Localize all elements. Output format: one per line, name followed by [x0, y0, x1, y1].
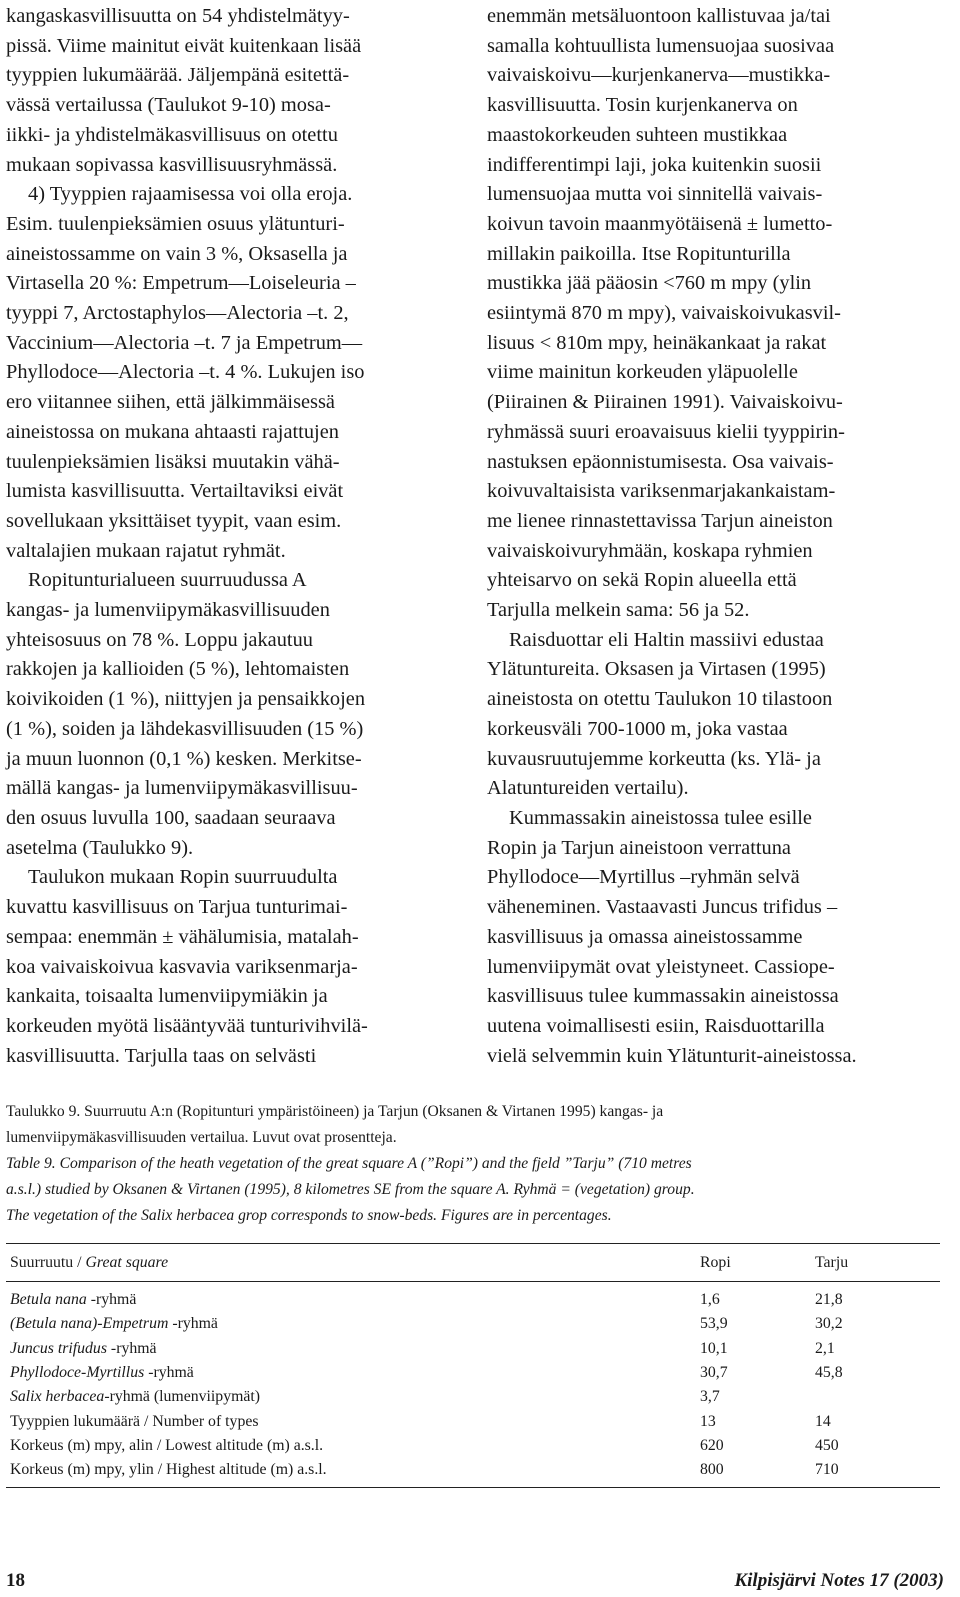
- text-line: aineistosta on otettu Taulukon 10 tilastoon: [487, 688, 833, 711]
- row-label: (Betula nana)-Empetrum -ryhmä: [10, 1315, 218, 1333]
- cell-ropi: 30,7: [700, 1364, 728, 1382]
- page-number: 18: [6, 1570, 25, 1591]
- text-line: (Piirainen & Piirainen 1991). Vaivaiskoivu-: [487, 391, 843, 414]
- text-line: 4) Tyyppien rajaamisessa voi olla eroja.: [28, 183, 353, 206]
- text-line: Vaccinium—Alectoria –t. 7 ja Empetrum—: [6, 331, 363, 354]
- text-line: asetelma (Taulukko 9).: [6, 836, 194, 859]
- cell-tarju: 14: [815, 1412, 831, 1430]
- right-text-column: [487, 2, 925, 1071]
- left-text-column: [6, 2, 444, 1071]
- text-line: aineistossamme on vain 3 %, Oksasella ja: [6, 242, 348, 265]
- header-ropi: Ropi: [700, 1244, 815, 1282]
- text-line: pissä. Viime mainitut eivät kuitenkaan lisää: [6, 34, 362, 57]
- text-line: kuvausruutujemme korkeutta (ks. Ylä- ja: [487, 747, 821, 770]
- text-line: mällä kangas- ja lumenviipymäkasvillisuu-: [6, 777, 358, 800]
- text-line: Phyllodoce—Alectoria –t. 4 %. Lukujen iso: [6, 361, 365, 384]
- cell-ropi: 1,6: [700, 1291, 720, 1309]
- text-line: vässä vertailussa (Taulukot 9-10) mosa-: [6, 94, 331, 117]
- paragraph: [6, 566, 444, 863]
- text-line: Virtasella 20 %: Empetrum—Loiseleuria –: [6, 272, 356, 295]
- text-line: esiintymä 870 m mpy), vaivaiskoivukasvil-: [487, 302, 841, 325]
- header-label: [6, 1244, 700, 1282]
- text-line: kankaita, toisaalta lumenviipymiäkin ja: [6, 985, 328, 1008]
- paragraph: [6, 180, 444, 566]
- text-line: kangas- ja lumenviipymäkasvillisuuden: [6, 599, 330, 622]
- table-row: [6, 1282, 940, 1313]
- table-row: [6, 1458, 940, 1488]
- text-line: koivuvaltaisista variksenmarjakankaistam-: [487, 480, 836, 503]
- text-line: tyyppi 7, Arctostaphylos—Alectoria –t. 2,: [6, 302, 349, 325]
- text-line: Ropin ja Tarjun aineistoon verrattuna: [487, 836, 791, 859]
- text-line: indifferentimpi laji, joka kuitenkin suosii: [487, 153, 822, 176]
- cell-ropi: 53,9: [700, 1315, 728, 1333]
- text-line: väheneminen. Vastaavasti Juncus trifidus –: [487, 896, 838, 919]
- cell-tarju: 2,1: [815, 1339, 835, 1357]
- text-line: mukaan sopivassa kasvillisuusryhmässä.: [6, 153, 338, 176]
- table-row: [6, 1361, 940, 1385]
- cell-ropi: 10,1: [700, 1339, 728, 1357]
- text-line: viime mainitun korkeuden yläpuolelle: [487, 361, 798, 384]
- text-line: kasvillisuutta. Tosin kurjenkanerva on: [487, 94, 798, 117]
- text-line: koivun tavoin maanmyötäisenä ± lumetto-: [487, 212, 833, 235]
- text-line: (1 %), soiden ja lähdekasvillisuuden (15 %): [6, 717, 364, 740]
- text-line: vaivaiskoivu—kurjenkanerva—mustikka-: [487, 64, 831, 87]
- header-label-fi: Suurruutu /: [10, 1253, 82, 1271]
- journal-name: Kilpisjärvi Notes 17 (2003): [734, 1570, 944, 1591]
- text-line: kangaskasvillisuutta on 54 yhdistelmätyy-: [6, 5, 350, 27]
- text-line: samalla kohtuullista lumensuojaa suosivaa: [487, 34, 835, 57]
- text-line: sempaa: enemmän ± vähälumisia, matalah-: [6, 925, 359, 948]
- text-line: nastuksen epäonnistumisesta. Osa vaivais-: [487, 450, 834, 473]
- text-line: me lienee rinnastettavissa Tarjun aineiston: [487, 509, 833, 532]
- header-label-en: Great square: [85, 1253, 169, 1271]
- cell-tarju: [815, 1385, 940, 1409]
- table-row: [6, 1434, 940, 1458]
- table-header-row: [6, 1244, 940, 1282]
- row-label: Salix herbacea-ryhmä (lumenviipymät): [10, 1388, 261, 1406]
- text-line: yhteisosuus on 78 %. Loppu jakautuu: [6, 628, 313, 651]
- cell-ropi: 800: [700, 1458, 815, 1488]
- text-line: den osuus luvulla 100, saadaan seuraava: [6, 806, 336, 829]
- text-line: kuvattu kasvillisuus on Tarjua tunturimai-: [6, 896, 348, 919]
- cell-ropi: 3,7: [700, 1388, 720, 1406]
- text-line: valtalajien mukaan rajatut ryhmät.: [6, 539, 286, 562]
- cell-ropi: 13: [700, 1412, 716, 1430]
- text-line: yhteisarvo on sekä Ropin alueella että: [487, 569, 797, 592]
- text-line: Ylätuntureita. Oksasen ja Virtasen (1995): [487, 658, 826, 681]
- text-line: korkeuden myötä lisääntyvää tunturivihvilä-: [6, 1014, 368, 1037]
- text-line: korkeusväli 700-1000 m, joka vastaa: [487, 717, 788, 740]
- text-line: Ropitunturialueen suurruudussa A: [28, 569, 307, 592]
- row-label: Phyllodoce-Myrtillus -ryhmä: [10, 1364, 194, 1382]
- text-line: kasvillisuus ja omassa aineistossamme: [487, 925, 803, 948]
- text-line: ja muun luonnon (0,1 %) kesken. Merkitse-: [6, 747, 362, 770]
- table-row: [6, 1312, 940, 1336]
- cell-tarju: 450: [815, 1436, 839, 1454]
- text-line: lumista kasvillisuutta. Vertailtaviksi eivät: [6, 480, 344, 503]
- text-line: uutena voimallisesti esiin, Raisduottarilla: [487, 1014, 825, 1037]
- table-row: [6, 1409, 940, 1433]
- text-line: mustikka jää pääosin <760 m mpy (ylin: [487, 272, 812, 295]
- vegetation-comparison-table: [6, 1243, 940, 1488]
- paragraph: [487, 2, 925, 626]
- text-line: Tarjulla melkein sama: 56 ja 52.: [487, 599, 750, 622]
- table-row: [6, 1385, 940, 1409]
- text-line: maastokorkeuden suhteen mustikkaa: [487, 123, 788, 146]
- row-label: Korkeus (m) mpy, alin / Lowest altitude (m) a.s.l.: [10, 1436, 324, 1454]
- paragraph: [6, 863, 444, 1071]
- text-line: lisuus < 810m mpy, heinäkankaat ja rakat: [487, 331, 827, 354]
- row-label: Juncus trifudus -ryhmä: [10, 1339, 157, 1357]
- caption-finnish-line: lumenviipymäkasvillisuuden vertailua. Luvut ovat prosentteja.: [6, 1129, 397, 1146]
- text-line: tyyppien lukumäärää. Jäljempänä esitettä-: [6, 64, 350, 87]
- text-line: Kummassakin aineistossa tulee esille: [509, 806, 812, 829]
- table-row: [6, 1337, 940, 1361]
- text-line: vaivaiskoivuryhmään, koskapa ryhmien: [487, 539, 813, 562]
- paragraph: [6, 2, 444, 180]
- caption-english-line: Table 9. Comparison of the heath vegetation of the great square A (”Ropi”) and the fjeld ”Tarju” (710 metres: [6, 1155, 692, 1172]
- cell-tarju: 45,8: [815, 1364, 843, 1382]
- caption-finnish-line: Taulukko 9. Suurruutu A:n (Ropitunturi ympäristöineen) ja Tarjun (Oksanen & Virtanen 1995) kangas- ja: [6, 1103, 664, 1120]
- text-line: koivikoiden (1 %), niittyjen ja pensaikkojen: [6, 688, 366, 711]
- row-label: Tyyppien lukumäärä / Number of types: [10, 1412, 259, 1430]
- text-line: enemmän metsäluontoon kallistuvaa ja/tai: [487, 5, 831, 27]
- text-line: iikki- ja yhdistelmäkasvillisuus on otettu: [6, 123, 338, 146]
- text-line: sovellukaan yksittäiset tyypit, vaan esim.: [6, 509, 342, 532]
- header-tarju: Tarju: [815, 1244, 940, 1282]
- text-line: Taulukon mukaan Ropin suurruudulta: [28, 866, 338, 889]
- cell-tarju: 30,2: [815, 1315, 843, 1333]
- text-line: Phyllodoce—Myrtillus –ryhmän selvä: [487, 866, 800, 889]
- cell-ropi: 620: [700, 1436, 724, 1454]
- text-line: tuulenpieksämien lisäksi muutakin vähä-: [6, 450, 340, 473]
- text-line: aineistossa on mukana ahtaasti rajattujen: [6, 420, 339, 443]
- text-line: lumenviipymät ovat yleistyneet. Cassiope-: [487, 955, 835, 978]
- text-line: Alatuntureiden vertailu).: [487, 777, 689, 800]
- row-label: Betula nana -ryhmä: [10, 1291, 137, 1309]
- text-line: ryhmässä suuri eroavaisuus kielii tyyppirin-: [487, 420, 845, 443]
- text-line: kasvillisuutta. Tarjulla taas on selvästi: [6, 1044, 317, 1067]
- cell-tarju: 710: [815, 1458, 940, 1488]
- text-line: kasvillisuus tulee kummassakin aineistossa: [487, 985, 839, 1008]
- caption-english-line: a.s.l.) studied by Oksanen & Virtanen (1995), 8 kilometres SE from the square A. Ryhmä = (vegetation) group.: [6, 1181, 695, 1198]
- paragraph: [487, 804, 925, 1071]
- table-caption: [6, 1099, 936, 1229]
- paragraph: [487, 626, 925, 804]
- row-label: Korkeus (m) mpy, ylin / Highest altitude (m) a.s.l.: [6, 1458, 700, 1488]
- text-line: Esim. tuulenpieksämien osuus ylätunturi-: [6, 212, 345, 235]
- text-line: koa vaivaiskoivua kasvavia variksenmarja-: [6, 955, 358, 978]
- text-line: ero viitannee siihen, että jälkimmäisessä: [6, 391, 335, 414]
- text-line: lumensuojaa mutta voi sinnitellä vaivais-: [487, 183, 823, 206]
- caption-english-line: The vegetation of the Salix herbacea grop corresponds to snow-beds. Figures are in percentages.: [6, 1207, 612, 1224]
- text-line: vielä selvemmin kuin Ylätunturit-aineistossa.: [487, 1044, 857, 1067]
- text-line: Raisduottar eli Haltin massiivi edustaa: [509, 628, 824, 651]
- text-line: rakkojen ja kallioiden (5 %), lehtomaisten: [6, 658, 350, 681]
- cell-tarju: 21,8: [815, 1291, 843, 1309]
- text-line: millakin paikoilla. Itse Ropitunturilla: [487, 242, 791, 265]
